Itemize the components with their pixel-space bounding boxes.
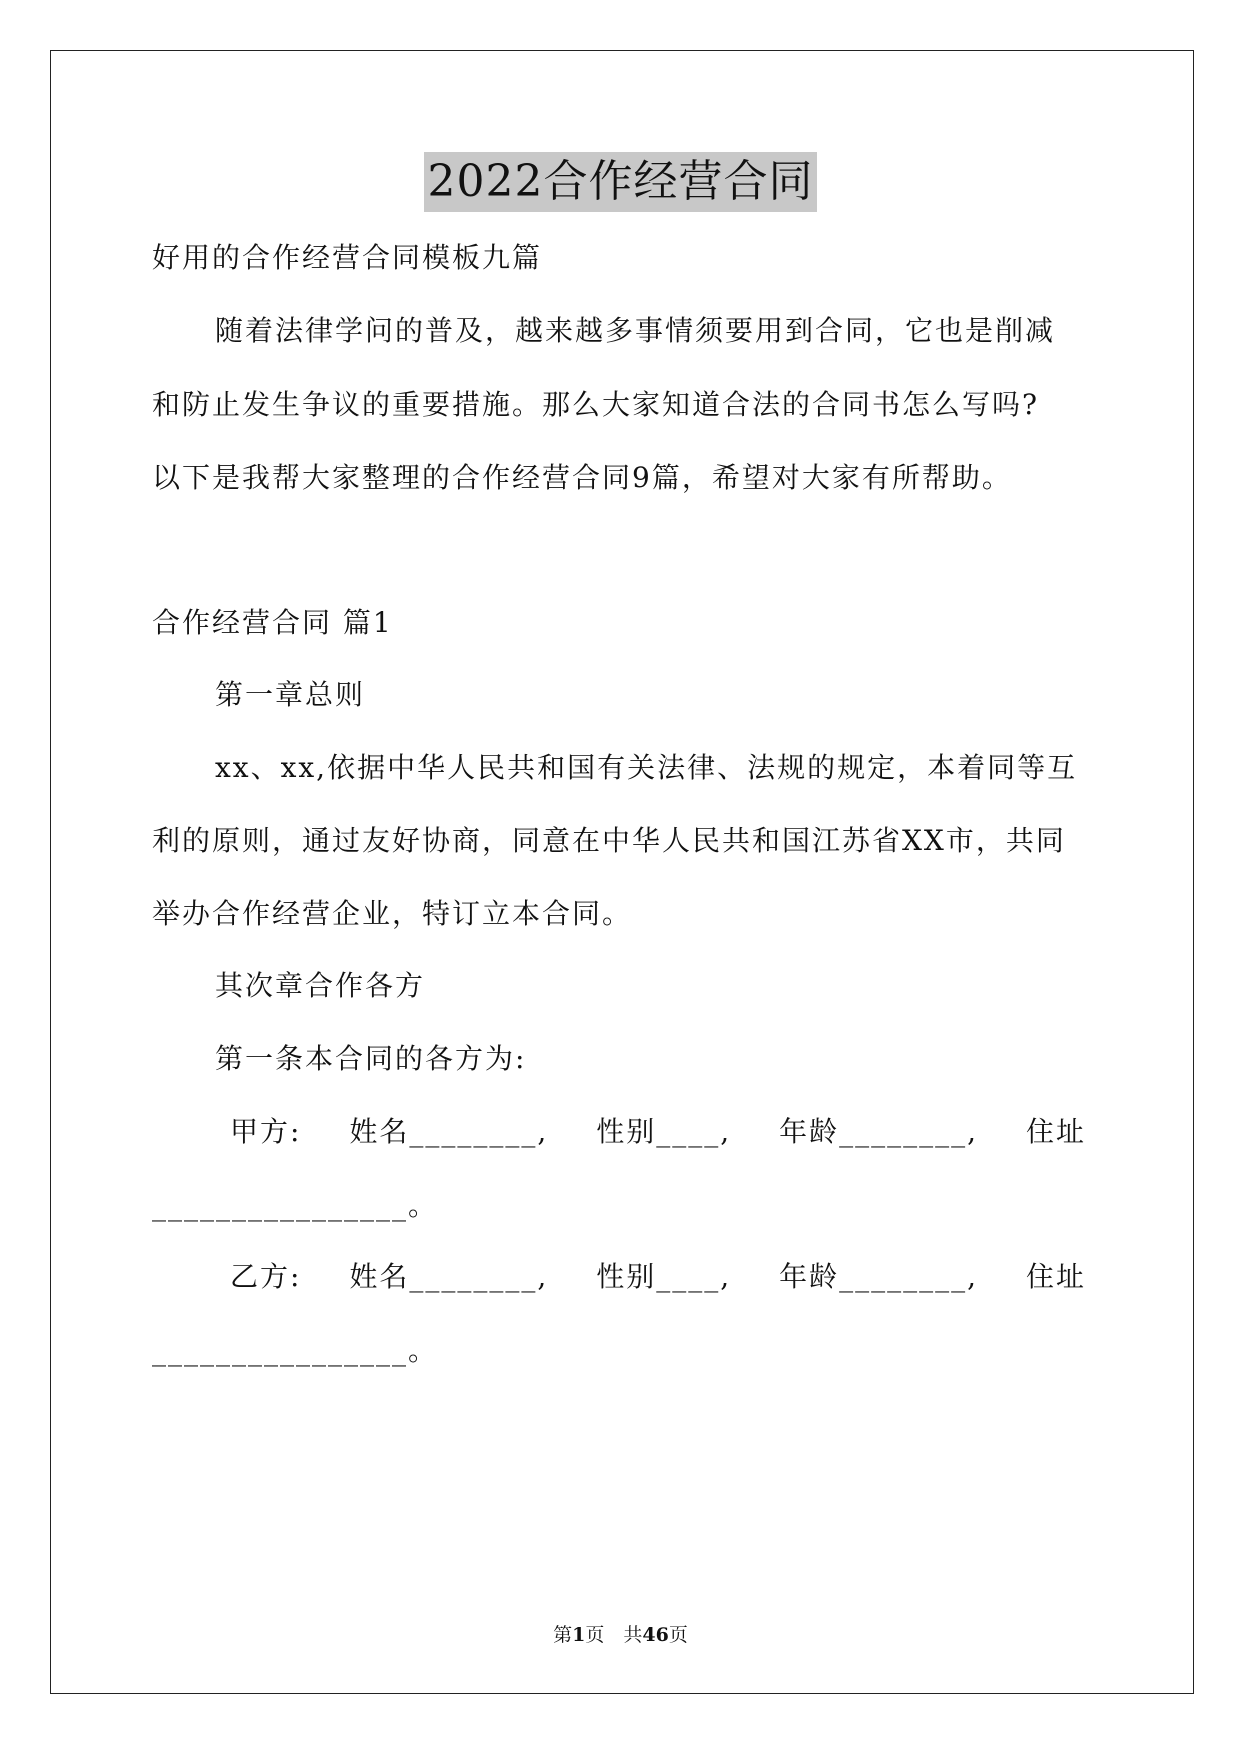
chapter-1-line-2: 利的原则，通过友好协商，同意在中华人民共和国江苏省XX市，共同 [152, 824, 1066, 857]
footer-mid: 页 共 [585, 1624, 643, 1646]
party-b-name-field: 姓名________, [349, 1260, 549, 1293]
intro-line-2: 和防止发生争议的重要措施。那么大家知道合法的合同书怎么写吗? [152, 388, 1040, 421]
chapter-1-heading: 第一章总则 [215, 678, 366, 711]
chapter-1-line-3: 举办合作经营企业，特订立本合同。 [152, 897, 633, 930]
party-a-address-label: 住址 [1025, 1115, 1086, 1148]
page-border [50, 50, 1194, 1694]
party-a-age-field: 年龄________, [779, 1115, 979, 1148]
chapter-2-heading: 其次章合作各方 [215, 969, 426, 1002]
party-a-gender-field: 性别____, [596, 1115, 732, 1148]
section-heading: 合作经营合同 篇1 [152, 606, 393, 639]
party-a-label: 甲方: [230, 1115, 302, 1148]
intro-line-3: 以下是我帮大家整理的合作经营合同9篇，希望对大家有所帮助。 [152, 461, 1012, 494]
footer-total-pages: 46 [642, 1624, 669, 1646]
party-b-address-label: 住址 [1025, 1260, 1086, 1293]
footer-suffix: 页 [668, 1624, 688, 1646]
document-subtitle: 好用的合作经营合同模板九篇 [152, 241, 543, 274]
party-a-address-field: ________________。 [152, 1189, 439, 1222]
footer-page-number: 1 [572, 1624, 586, 1646]
chapter-1-line-1: xx、xx,依据中华人民共和国有关法律、法规的规定，本着同等互 [215, 751, 1078, 784]
article-1: 第一条本合同的各方为: [215, 1042, 527, 1075]
party-b-line [230, 1257, 1086, 1297]
party-b-gender-field: 性别____, [596, 1260, 732, 1293]
party-b-age-field: 年龄________, [779, 1260, 979, 1293]
party-a-line [230, 1112, 1086, 1152]
party-b-label: 乙方: [230, 1260, 302, 1293]
footer-prefix: 第 [553, 1624, 573, 1646]
party-b-address-field: ________________。 [152, 1334, 439, 1367]
intro-line-1: 随着法律学问的普及，越来越多事情须要用到合同，它也是削减 [215, 314, 1056, 347]
document-title: 2022合作经营合同 [424, 152, 818, 212]
page-footer [0, 1622, 1241, 1648]
title-container [0, 152, 1241, 212]
party-a-name-field: 姓名________, [349, 1115, 549, 1148]
